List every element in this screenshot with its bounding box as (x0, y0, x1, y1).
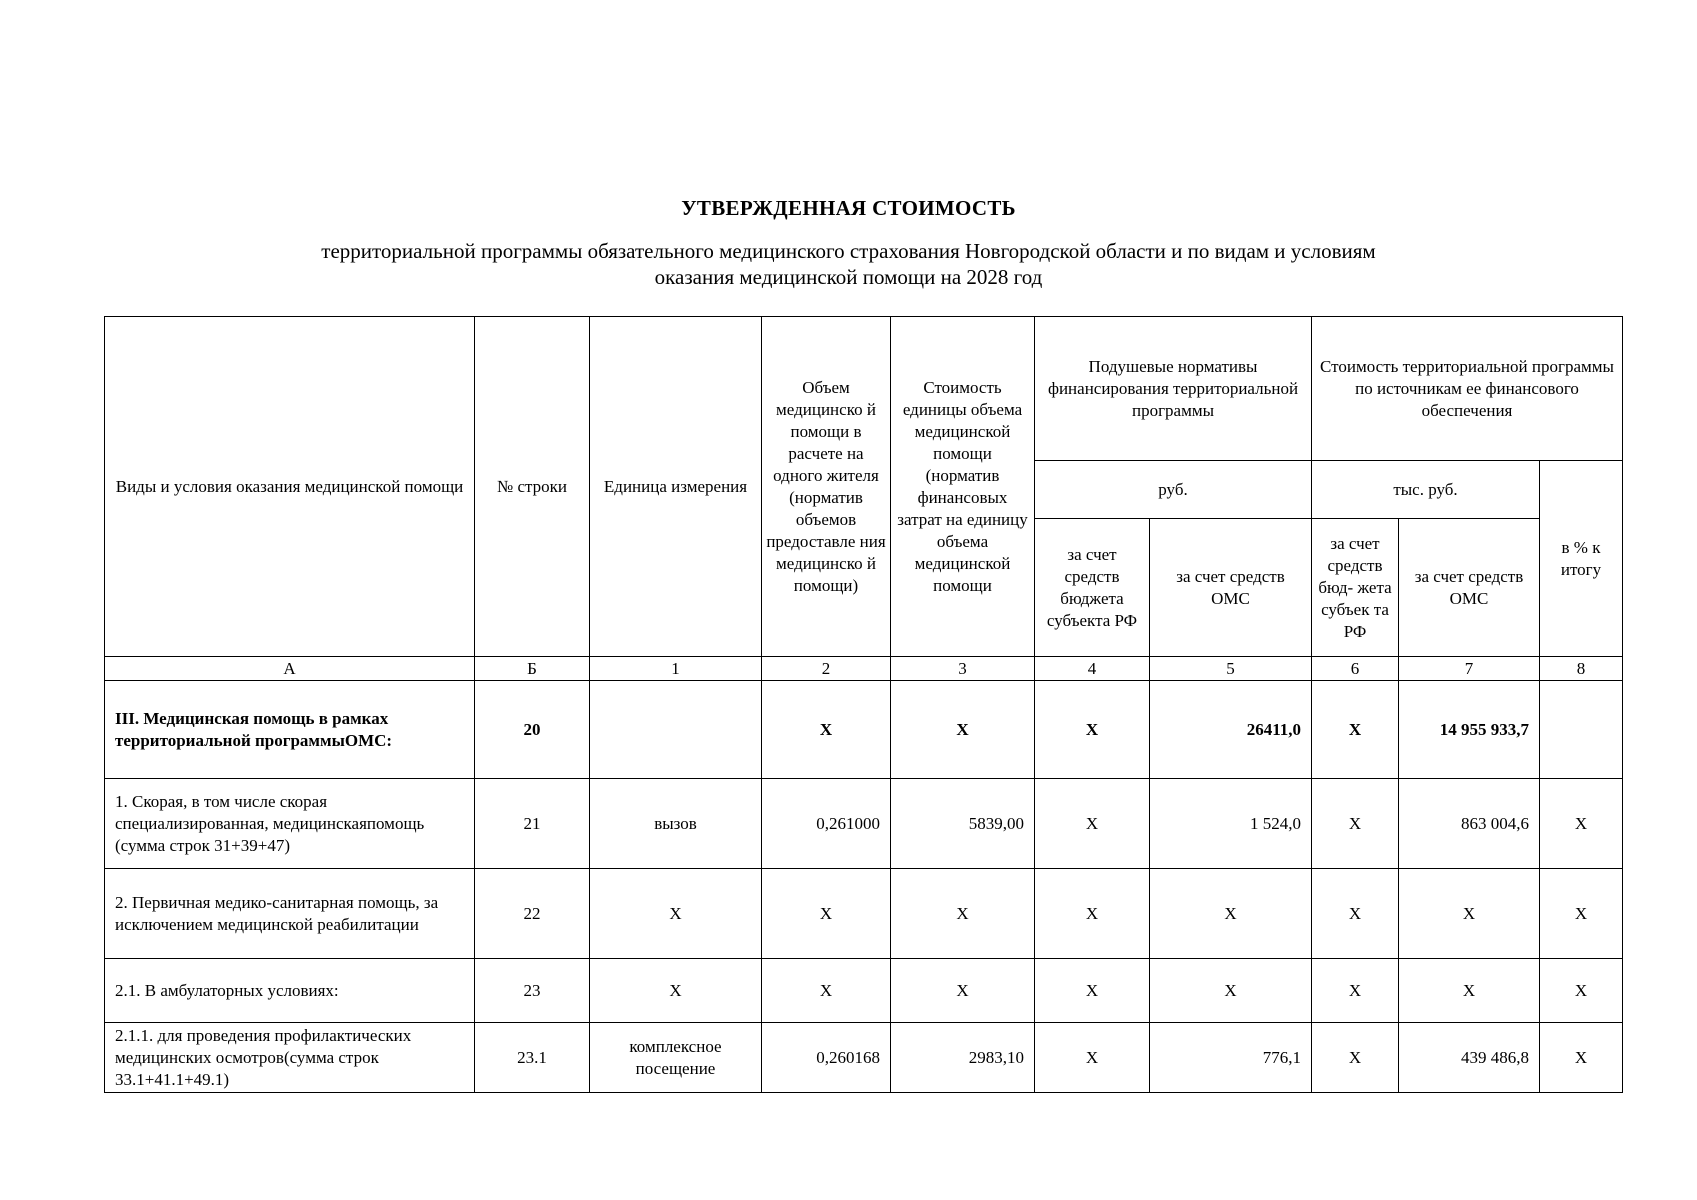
header-row-1 (105, 317, 1623, 461)
row-name: 2.1. В амбулаторных условиях: (105, 959, 475, 1023)
row-percent (1540, 681, 1623, 779)
row-oms: 1 524,0 (1150, 779, 1312, 869)
header-program-cost-group: Стоимость территориальной программы по источникам ее финансового обеспечения (1312, 317, 1623, 461)
row-unit: Х (590, 959, 762, 1023)
row-budget-rf: Х (1035, 869, 1150, 959)
header-unit-rub: руб. (1035, 461, 1312, 519)
row-oms: Х (1150, 959, 1312, 1023)
header-row-number: № строки (475, 317, 590, 657)
row-unit (590, 681, 762, 779)
header-type: Виды и условия оказания медицинской помощи (105, 317, 475, 657)
row-unit: вызов (590, 779, 762, 869)
index-cell: 7 (1399, 657, 1540, 681)
row-cost: Х (891, 959, 1035, 1023)
cost-table (104, 316, 1623, 1093)
row-percent: Х (1540, 1023, 1623, 1093)
row-name: 2.1.1. для проведения профилактических медицинских осмотров(сумма строк 33.1+41.1+49.1) (105, 1023, 475, 1093)
index-cell: 6 (1312, 657, 1399, 681)
subtitle-line-1: территориальной программы обязательного медицинского страхования Новгородской области и по видам и условиям (321, 239, 1376, 263)
row-number: 23 (475, 959, 590, 1023)
row-budget-rf: Х (1035, 779, 1150, 869)
row-budget-rf-2: Х (1312, 959, 1399, 1023)
row-percent: Х (1540, 779, 1623, 869)
index-cell: 4 (1035, 657, 1150, 681)
table-row (105, 779, 1623, 869)
row-volume: Х (762, 869, 891, 959)
row-oms-2: 863 004,6 (1399, 779, 1540, 869)
document-title: УТВЕРЖДЕННАЯ СТОИМОСТЬ (681, 196, 1016, 220)
row-percent: Х (1540, 869, 1623, 959)
index-cell: 5 (1150, 657, 1312, 681)
header-budget-rf: за счет средств бюджета субъекта РФ (1035, 519, 1150, 657)
row-budget-rf: Х (1035, 1023, 1150, 1093)
table-row (105, 959, 1623, 1023)
header-percent: в % к итогу (1540, 461, 1623, 657)
index-cell: 2 (762, 657, 891, 681)
row-oms-2: 14 955 933,7 (1399, 681, 1540, 779)
row-oms-2: Х (1399, 869, 1540, 959)
index-cell: 8 (1540, 657, 1623, 681)
row-unit: Х (590, 869, 762, 959)
header-unit-thousand-rub: тыс. руб. (1312, 461, 1540, 519)
row-number: 22 (475, 869, 590, 959)
index-cell: 3 (891, 657, 1035, 681)
row-number: 21 (475, 779, 590, 869)
index-cell: А (105, 657, 475, 681)
table-row (105, 681, 1623, 779)
row-cost: 5839,00 (891, 779, 1035, 869)
row-oms-2: 439 486,8 (1399, 1023, 1540, 1093)
row-percent: Х (1540, 959, 1623, 1023)
row-volume: Х (762, 959, 891, 1023)
row-budget-rf-2: Х (1312, 1023, 1399, 1093)
header-unit-cost: Стоимость единицы объема медицинской помощи (норматив финансовых затрат на единицу объема медицинской помощи (891, 317, 1035, 657)
document-subtitle (150, 238, 1547, 290)
row-budget-rf: Х (1035, 959, 1150, 1023)
row-volume: 0,261000 (762, 779, 891, 869)
row-name: 2. Первичная медико-санитарная помощь, за исключением медицинской реабилитации (105, 869, 475, 959)
header-per-capita-group: Подушевые нормативы финансирования территориальной программы (1035, 317, 1312, 461)
row-cost: Х (891, 869, 1035, 959)
row-volume: Х (762, 681, 891, 779)
header-unit: Единица измерения (590, 317, 762, 657)
row-name: III. Медицинская помощь в рамках территориальной программыОМС: (105, 681, 475, 779)
index-cell: 1 (590, 657, 762, 681)
row-volume: 0,260168 (762, 1023, 891, 1093)
subtitle-line-2: оказания медицинской помощи на 2028 год (654, 265, 1043, 289)
row-budget-rf-2: Х (1312, 681, 1399, 779)
header-oms-2: за счет средств ОМС (1399, 519, 1540, 657)
row-oms: Х (1150, 869, 1312, 959)
header-budget-rf-2: за счет средств бюд- жета субъек та РФ (1312, 519, 1399, 657)
row-oms: 776,1 (1150, 1023, 1312, 1093)
row-cost: 2983,10 (891, 1023, 1035, 1093)
row-oms-2: Х (1399, 959, 1540, 1023)
row-oms: 26411,0 (1150, 681, 1312, 779)
header-volume: Объем медицинско й помощи в расчете на одного жителя (норматив объемов предоставле ния медицинско й помощи) (762, 317, 891, 657)
row-unit: комплексное посещение (590, 1023, 762, 1093)
row-name: 1. Скорая, в том числе скорая специализированная, медицинскаяпомощь (сумма строк 31+39+47) (105, 779, 475, 869)
row-number: 20 (475, 681, 590, 779)
index-row (105, 657, 1623, 681)
row-number: 23.1 (475, 1023, 590, 1093)
row-cost: Х (891, 681, 1035, 779)
row-budget-rf-2: Х (1312, 869, 1399, 959)
header-oms: за счет средств ОМС (1150, 519, 1312, 657)
row-budget-rf-2: Х (1312, 779, 1399, 869)
table-row (105, 869, 1623, 959)
index-cell: Б (475, 657, 590, 681)
table-row (105, 1023, 1623, 1093)
row-budget-rf: Х (1035, 681, 1150, 779)
